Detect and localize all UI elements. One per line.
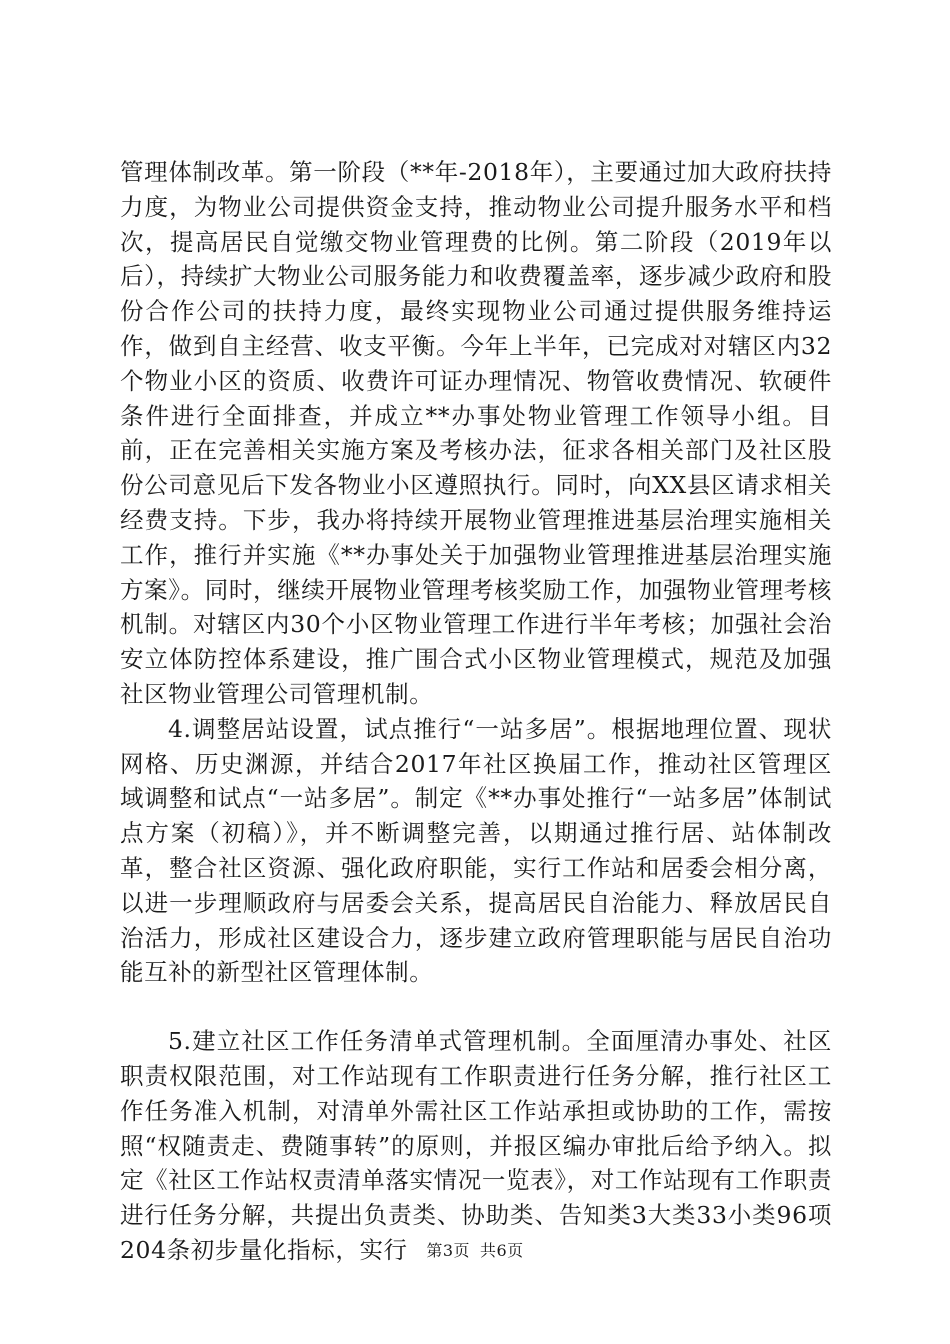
page-number-current: 第3页 [426,1241,470,1260]
page-number-total: 共6页 [480,1241,524,1260]
paragraph-management-reform: 管理体制改革。第一阶段（**年-2018年），主要通过加大政府扶持力度，为物业公司提供资金支持，推动物业公司提升服务水平和档次，提高居民自觉缴交物业管理费的比例。第二阶段（2019年以后），持续扩大物业公司服务能力和收费覆盖率，逐步减少政府和股份合作公司的扶持力度，最终实现物业公司通过提供服务维持运作，做到自主经营、收支平衡。今年上半年，已完成对对辖区内32个物业小区的资质、收费许可证办理情况、物管收费情况、软硬件条件进行全面排查，并成立**办事处物业管理工作领导小组。目前，正在完善相关实施方案及考核办法，征求各相关部门及社区股份公司意见后下发各物业小区遵照执行。同时，向XX县区请求相关经费支持。下步，我办将持续开展物业管理推进基层治理实施相关工作，推行并实施《**办事处关于加强物业管理推进基层治理实施方案》。同时，继续开展物业管理考核奖励工作，加强物业管理考核机制。对辖区内30个小区物业管理工作进行半年考核；加强社会治安立体防控体系建设，推广围合式小区物业管理模式，规范及加强社区物业管理公司管理机制。 [120,158,832,708]
document-body [120,155,832,1268]
paragraph-station-settings: 4.调整居站设置，试点推行“一站多居”。根据地理位置、现状网格、历史渊源，并结合2017年社区换届工作，推动社区管理区域调整和试点“一站多居”。制定《**办事处推行“一站多居”体制试点方案（初稿）》，并不断调整完善，以期通过推行居、站体制改革，整合社区资源、强化政府职能，实行工作站和居委会相分离，以进一步理顺政府与居委会关系，提高居民自治能力、释放居民自治活力，形成社区建设合力，逐步建立政府管理职能与居民自治功能互补的新型社区管理体制。 [120,714,832,987]
page-footer [0,1238,950,1261]
paragraph-task-list-mechanism: 5.建立社区工作任务清单式管理机制。全面厘清办事处、社区职责权限范围，对工作站现有工作职责进行任务分解，推行社区工作任务准入机制，对清单外需社区工作站承担或协助的工作，需按照“权随责走、费随事转”的原则，并报区编办审批后给予纳入。拟定《社区工作站权责清单落实情况一览表》，对工作站现有工作职责进行任务分解，共提出负责类、协助类、告知类3大类33小类96项204条初步量化指标，实行 [120,1027,832,1264]
